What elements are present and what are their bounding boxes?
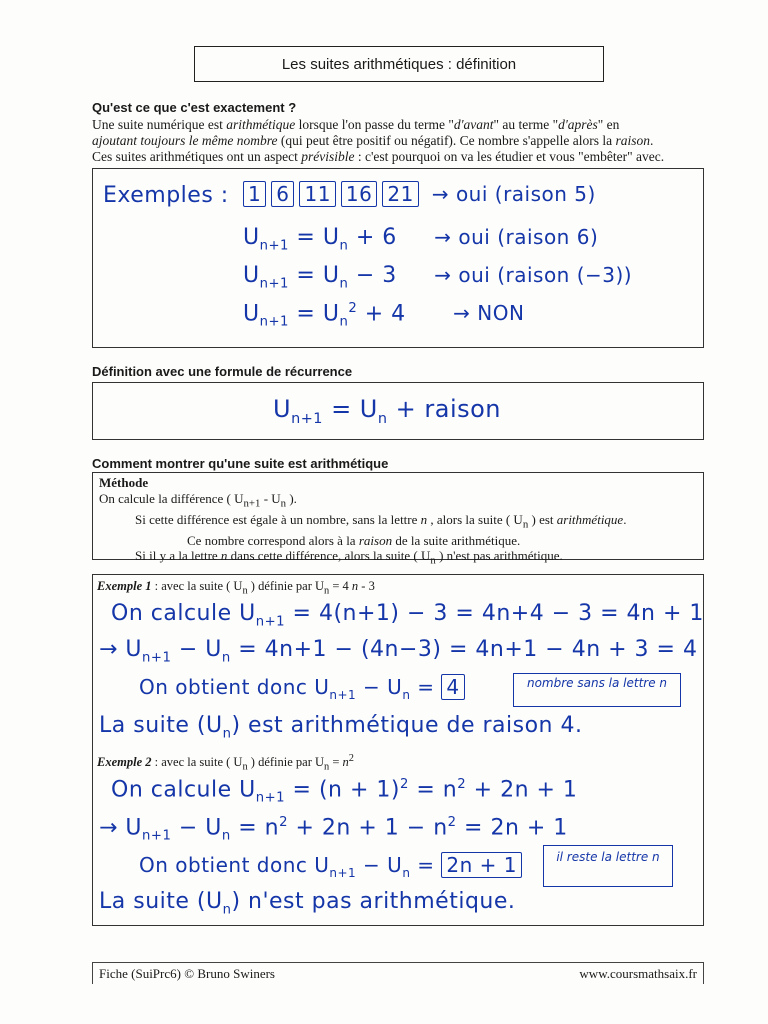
method-box	[92, 472, 704, 567]
example2-line-1	[111, 777, 577, 806]
method-text: ).	[286, 490, 297, 506]
hand-sub: n+1	[255, 614, 286, 630]
hand-text: = 4n+1 − (4n−3) = 4n+1 − 4n + 3 = 4	[230, 637, 698, 662]
hand-text: − U	[171, 637, 222, 662]
page-title-text: Les suites arithmétiques : définition	[281, 55, 517, 73]
term-box: 6	[271, 181, 294, 207]
term-box: 11	[299, 181, 335, 207]
formula-text: = U	[296, 263, 340, 288]
intro-text: : avec la suite ( U	[151, 755, 243, 770]
method-text: On calcule la différence ( U	[99, 490, 244, 506]
method-sub: n	[522, 518, 529, 531]
method-text: , alors la suite ( U	[427, 511, 523, 527]
examples-label: Exemples :	[103, 183, 229, 208]
intro-text: Ces suites arithmétiques ont un aspect	[92, 149, 302, 164]
hand-sub: n	[221, 650, 231, 666]
example-result-3: → oui (raison (−3))	[434, 263, 633, 287]
hand-text: = 2n + 1	[456, 815, 568, 841]
example2-note: il reste la lettre n	[543, 845, 673, 887]
method-heading: Comment montrer qu'une suite est arithmétique	[92, 456, 389, 471]
intro-sub: n	[324, 585, 330, 597]
intro-text: (qui peut être positif ou négatif). Ce nombre s'appelle alors la	[277, 133, 616, 148]
hand-text: ) est arithmétique de raison 4.	[231, 713, 583, 738]
method-line-1	[99, 491, 697, 512]
example1-line-2	[99, 637, 697, 665]
formula-sub: n	[339, 276, 349, 292]
hand-text: On obtient donc U	[139, 675, 330, 699]
hand-sub: n	[221, 828, 231, 844]
example2-intro	[97, 753, 354, 773]
hand-text: = 4(n+1) − 3 = 4n+4 − 3 = 4n + 1	[285, 601, 704, 626]
formula-sub: n+1	[259, 314, 289, 330]
formula-sub: n+1	[259, 276, 289, 292]
hand-text: La suite (U	[99, 713, 223, 738]
intro-text: - 3	[358, 579, 375, 593]
intro-sub: n	[242, 761, 248, 773]
method-text: de la suite arithmétique.	[392, 532, 521, 548]
intro-em: raison	[615, 133, 650, 148]
term-box: 16	[341, 181, 377, 207]
worked-examples-box	[92, 574, 704, 926]
example-formula-4	[243, 301, 524, 330]
hand-sub: n	[222, 726, 232, 742]
method-text: - U	[260, 490, 281, 506]
hand-sup: 2	[400, 777, 409, 792]
formula-text: + 4	[364, 301, 406, 327]
hand-sub: n	[222, 902, 232, 918]
intro-sub: n	[324, 761, 330, 773]
method-sub: n	[430, 554, 436, 567]
method-text: ) n'est pas arithmétique.	[435, 548, 563, 564]
intro-paragraph	[92, 117, 712, 165]
method-text: Ce nombre correspond alors à la	[187, 532, 359, 548]
boxed-result: 4	[441, 674, 464, 700]
hand-sub: n+1	[329, 688, 357, 702]
method-sub: n	[280, 497, 287, 510]
hand-text: + 2n + 1	[466, 777, 578, 803]
method-line-3	[99, 533, 697, 549]
intro-line-3	[92, 149, 712, 165]
example-result-4: → NON	[453, 301, 525, 326]
intro-text: : avec la suite ( U	[151, 579, 243, 593]
formula-text: = U	[296, 225, 340, 250]
formula-sub: n	[377, 410, 388, 427]
method-line-2	[99, 512, 697, 533]
hand-sub: n	[402, 688, 411, 702]
intro-sup: 2	[348, 753, 354, 764]
method-em: arithmétique	[556, 511, 624, 527]
definition-box	[92, 382, 704, 440]
example-formula-3	[243, 263, 632, 291]
example2-line-2	[99, 815, 568, 844]
intro-text: ) définie par U	[247, 755, 325, 770]
intro-text: ) définie par U	[247, 579, 325, 593]
recurrence-formula	[273, 395, 501, 427]
method-text: dans cette différence, alors la suite ( U	[227, 548, 431, 564]
formula-sub: n	[339, 314, 349, 330]
hand-sup: 2	[279, 815, 288, 830]
footer-credit: Fiche (SuiPrc6) © Bruno Swiners	[99, 965, 275, 981]
hand-text: − U	[356, 853, 403, 877]
hand-text: ) n'est pas arithmétique.	[231, 889, 516, 914]
hand-text: On calcule U	[111, 777, 256, 803]
formula-text: U	[273, 395, 292, 423]
intro-em: d'avant	[453, 117, 494, 132]
example2-conclusion	[99, 889, 515, 917]
formula-text: = U	[331, 395, 378, 423]
intro-em: arithmétique	[226, 117, 296, 132]
formula-text: + 6	[355, 225, 397, 250]
example2-line-3	[139, 853, 522, 880]
intro-em: prévisible	[301, 149, 355, 164]
method-em: raison	[358, 532, 393, 548]
method-text: .	[623, 511, 627, 527]
intro-text: = 4	[329, 579, 352, 593]
intro-sub: n	[242, 585, 248, 597]
intro-em: d'après	[558, 117, 598, 132]
formula-sup: 2	[348, 301, 358, 316]
example1-label: Exemple 1	[97, 579, 152, 593]
intro-line-2	[92, 133, 712, 149]
footer	[92, 962, 704, 984]
term-box: 21	[382, 181, 418, 207]
method-line-4	[99, 548, 697, 569]
formula-text: U	[243, 225, 260, 250]
hand-text: − U	[171, 815, 222, 841]
terms-result: → oui (raison 5)	[431, 182, 596, 206]
intro-heading: Qu'est ce que c'est exactement ?	[92, 100, 297, 115]
hand-sub: n+1	[329, 866, 357, 880]
hand-text: On obtient donc U	[139, 853, 330, 877]
hand-text: = n	[230, 815, 280, 841]
method-em: n	[420, 511, 428, 527]
hand-text: = n	[408, 777, 458, 803]
intro-text: " en	[597, 117, 620, 132]
intro-em: n	[351, 579, 359, 593]
formula-sub: n+1	[259, 238, 289, 254]
terms-row	[243, 181, 596, 207]
example1-conclusion	[99, 713, 582, 741]
hand-sub: n+1	[255, 790, 286, 806]
method-em: n	[220, 548, 228, 564]
intro-line-1	[92, 117, 712, 133]
hand-text: =	[410, 675, 442, 699]
hand-sub: n+1	[142, 828, 172, 844]
formula-text: U	[243, 263, 260, 288]
hand-text: =	[410, 853, 442, 877]
intro-text: : c'est pourquoi on va les étudier et vous "embêter" avec.	[354, 149, 665, 164]
method-text: ) est	[528, 511, 557, 527]
intro-text: Une suite numérique est	[92, 117, 227, 132]
example1-line-1	[111, 601, 704, 629]
hand-sub: n	[402, 866, 411, 880]
term-box: 1	[243, 181, 266, 207]
hand-text: − U	[356, 675, 403, 699]
hand-sup: 2	[457, 777, 467, 792]
examples-box	[92, 168, 704, 348]
page-title	[194, 46, 604, 82]
hand-text: On calcule U	[111, 601, 256, 626]
intro-em: n	[342, 755, 349, 770]
example1-note: nombre sans la lettre n	[513, 673, 681, 707]
formula-text: U	[243, 301, 260, 327]
footer-website: www.coursmathsaix.fr	[579, 965, 697, 981]
example-formula-2	[243, 225, 598, 253]
hand-text: La suite (U	[99, 889, 223, 914]
intro-text: lorsque l'on passe du terme "	[295, 117, 454, 132]
hand-sup: 2	[447, 815, 457, 830]
hand-sub: n+1	[142, 650, 172, 666]
formula-text: + raison	[395, 395, 502, 423]
boxed-result: 2n + 1	[441, 852, 522, 878]
example2-label: Exemple 2	[97, 755, 152, 770]
intro-text: .	[649, 133, 654, 148]
example1-intro	[97, 579, 375, 597]
formula-text: = U	[296, 301, 340, 327]
hand-text: = (n + 1)	[285, 777, 400, 803]
intro-text: =	[329, 755, 343, 770]
formula-sub: n+1	[291, 410, 323, 427]
hand-text: + 2n + 1 − n	[288, 815, 448, 841]
intro-text: " au terme "	[493, 117, 559, 132]
method-label: Méthode	[99, 475, 149, 490]
intro-em: ajoutant toujours le même nombre	[92, 133, 278, 148]
hand-text: → U	[99, 815, 143, 841]
formula-sub: n	[339, 238, 349, 254]
hand-text: → U	[99, 637, 143, 662]
method-sub: n+1	[243, 497, 261, 510]
formula-text: − 3	[355, 263, 397, 288]
method-text: Si il y a la lettre	[135, 548, 221, 564]
definition-heading: Définition avec une formule de récurrence	[92, 364, 353, 379]
method-text: Si cette différence est égale à un nombre, sans la lettre	[135, 511, 421, 527]
example1-line-3	[139, 675, 465, 702]
example-result-2: → oui (raison 6)	[434, 225, 599, 249]
